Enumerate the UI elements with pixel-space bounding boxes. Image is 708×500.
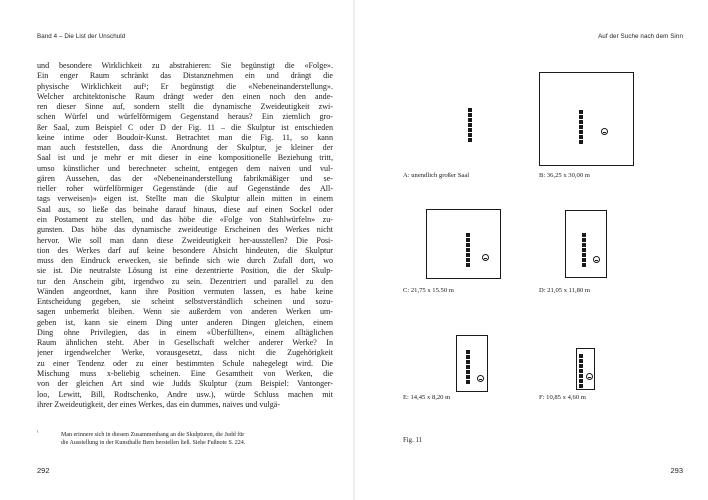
- sculpture-cube: [466, 253, 470, 257]
- room-outline: [565, 210, 607, 278]
- figure-caption-f: F: 10,85 x 4,60 m: [539, 394, 586, 401]
- body-line: Entscheidung gegeben, sie scheint selbstverständlich scheinen und sozu-: [37, 297, 333, 307]
- body-line: physische Wirklichkeit auf¹; Er begünstigt die «Nebeneinanderstellung».: [37, 81, 333, 91]
- sculpture-cube: [468, 138, 472, 142]
- sculpture-cube: [579, 354, 583, 358]
- page-number-right: 293: [670, 466, 683, 475]
- sculpture-cube: [466, 355, 470, 359]
- body-line: tion des Werkes darf auf keine besondere Absicht hindeuten, die Skulptur: [37, 245, 333, 255]
- sculpture-cube: [466, 380, 470, 384]
- figure-caption-b: B: 36,25 x 30,00 m: [539, 172, 590, 179]
- running-head-left: Band 4 – Die List der Unschuld: [37, 33, 126, 40]
- figure-caption-e: E: 14,45 x 8,20 m: [403, 394, 451, 401]
- sculpture-cube: [579, 369, 583, 373]
- body-text: [37, 61, 333, 410]
- sculpture-cube: [579, 140, 583, 144]
- body-line: muss den Eindruck erwecken, sie befinde sich wie durch Zufall dort, wo: [37, 256, 333, 266]
- body-line: schen Würfel und würfelförmigem Gegenstand heraus? Ein ziemlich gro-: [37, 112, 333, 122]
- body-line: und besondere Wirklichkeit zu abstrahieren: Sie begünstigt die «Folge».: [37, 61, 333, 70]
- visitor-marker: [593, 256, 600, 263]
- sculpture-stack: [468, 108, 472, 143]
- sculpture-cube: [468, 128, 472, 132]
- visitor-marker: [477, 375, 484, 382]
- sculpture-cube: [579, 130, 583, 134]
- body-line: Mischung muss x-beliebig scheinen. Eine Gesamtheit von Werken, die: [37, 368, 333, 378]
- sculpture-cube: [466, 248, 470, 252]
- sculpture-stack: [582, 233, 586, 268]
- room-outline: [456, 335, 488, 392]
- sculpture-cube: [582, 253, 586, 257]
- sculpture-cube: [582, 238, 586, 242]
- body-line: keine intime oder Boudoir-Kunst. Betrachtet man die Fig. 11, so kann: [37, 132, 333, 142]
- footnote-line: Man erinnere sich in diesem Zusammenhang an die Skulpturen, die Judd für: [61, 432, 245, 438]
- sculpture-cube: [582, 258, 586, 262]
- figure-caption-a: A: unendlich großer Saal: [403, 172, 470, 179]
- sculpture-cube: [466, 365, 470, 369]
- body-line: rieller roher würfelförmiger Gegenstände (die auf Gegenstände des All-: [37, 184, 333, 194]
- body-line: man auch feststellen, dass die Anordnung der Skulptur, je kleiner der: [37, 143, 333, 153]
- body-line: Saal ist und je mehr er mit dieser in eine kompositionelle Beziehung tritt,: [37, 153, 333, 163]
- body-line: ren dieser Sinne auf, sondern stellt die dynamische Zweideutigkeit zwi-: [37, 102, 333, 112]
- sculpture-cube: [582, 243, 586, 247]
- sculpture-cube: [468, 118, 472, 122]
- sculpture-cube: [466, 233, 470, 237]
- sculpture-cube: [579, 135, 583, 139]
- sculpture-cube: [466, 243, 470, 247]
- sculpture-cube: [579, 384, 583, 388]
- book-gutter: [353, 0, 355, 500]
- sculpture-stack: [466, 233, 470, 268]
- footnote: [37, 431, 333, 447]
- body-line: Raum ähnlichen steht. Aber in Gesellschaft welcher anderer Werke? In: [37, 338, 333, 348]
- body-line: zu einer Tendenz oder zu einer bestimmten Schule nahegelegt wird. Die: [37, 358, 333, 368]
- sculpture-cube: [468, 113, 472, 117]
- room-outline: [539, 72, 634, 166]
- body-line: hervor. Wie soll man dann diese Zweideutigkeit her-ausstellen? Die Posi-: [37, 235, 333, 245]
- sculpture-cube: [468, 123, 472, 127]
- body-line: loo, Lewitt, Bill, Rodtschenko, Andre usw.), würde Schluss machen mit: [37, 389, 333, 399]
- body-line: umso künstlicher und berechneter scheint, entgegen dem naiven und vul-: [37, 163, 333, 173]
- sculpture-cube: [466, 350, 470, 354]
- sculpture-cube: [582, 248, 586, 252]
- sculpture-cube: [579, 115, 583, 119]
- sculpture-cube: [579, 120, 583, 124]
- sculpture-cube: [468, 133, 472, 137]
- body-line: ihrer Zweideutigkeit, der eines Werkes, das ein dummes, naives und vulgä-: [37, 399, 281, 409]
- body-line: geben ist, kann sie einem Ding unter anderen Dingen gleichen, einem: [37, 317, 333, 327]
- sculpture-cube: [579, 359, 583, 363]
- body-line: Wänden angeordnet, kann ihre Position vermuten lassen, es habe keine: [37, 286, 333, 296]
- sculpture-cube: [466, 258, 470, 262]
- running-head-right: Auf der Suche nach dem Sinn: [598, 33, 683, 40]
- sculpture-cube: [466, 370, 470, 374]
- body-line: Ein enger Raum schränkt das Distanznehmen ein und drängt die: [37, 71, 333, 81]
- visitor-marker: [601, 128, 608, 135]
- sculpture-cube: [466, 360, 470, 364]
- sculpture-cube: [582, 233, 586, 237]
- body-line: Ding ohne Privilegien, das in einem «Überfüllten», einem alltäglichen: [37, 327, 333, 337]
- body-line: Saal aus, so ließe das beinahe darauf hinaus, diese auf einen Sockel oder: [37, 204, 333, 214]
- sculpture-cube: [468, 108, 472, 112]
- sculpture-cube: [466, 238, 470, 242]
- body-line: von der gleichen Art sind wie Judds Skulptur (zum Beispiel: Vantonger-: [37, 379, 333, 389]
- body-line: sagen unbemerkt bleiben. Wenn sie außerdem von anderen Werken um-: [37, 307, 333, 317]
- body-line: tags verweisen)» eigen ist. Stellte man die Skulptur allein mitten in einem: [37, 194, 333, 204]
- body-line: jener irgendwelcher Werke, vorausgesetzt, dass nicht die Zugehörigkeit: [37, 348, 333, 358]
- figure-caption-d: D: 21,05 x 11,80 m: [539, 287, 591, 294]
- body-line: gunsten. Das höbe das dynamische zweideutige Erscheinen des Werkes nicht: [37, 225, 333, 235]
- sculpture-cube: [579, 125, 583, 129]
- sculpture-cube: [466, 375, 470, 379]
- body-line: tur den Anschein gibt, irgendwo zu sein. Dezentriert und parallel zu den: [37, 276, 333, 286]
- sculpture-cube: [579, 374, 583, 378]
- sculpture-cube: [579, 364, 583, 368]
- sculpture-cube: [579, 379, 583, 383]
- body-line: sie ist. Die neutralste Lösung ist eine dezentrierte Position, die der Skulp-: [37, 266, 333, 276]
- visitor-marker: [482, 254, 489, 261]
- body-line: ein Postament zu stellen, und das höbe die «Folge von Stahlwürfeln» zu-: [37, 214, 333, 224]
- sculpture-cube: [582, 263, 586, 267]
- footnote-line: die Ausstellung in der Kunsthalle Bern herstellen ließ. Siehe Fußnote S. 224.: [61, 440, 246, 446]
- sculpture-stack: [579, 354, 583, 389]
- page-number-left: 292: [37, 466, 50, 475]
- sculpture-stack: [579, 110, 583, 145]
- sculpture-cube: [579, 110, 583, 114]
- footnote-number: ¹: [37, 431, 39, 436]
- visitor-marker: [586, 373, 593, 380]
- body-line: gären Aussehen, das der «Nebeneinanderstellung fabrikmäßiger und se-: [37, 173, 333, 183]
- sculpture-stack: [466, 350, 470, 385]
- sculpture-cube: [466, 263, 470, 267]
- room-outline: [426, 209, 501, 279]
- figure-label: Fig. 11: [403, 437, 423, 444]
- body-line: ßer Saal, zum Beispiel C oder D der Fig. 11 – die Skulptur ist entschieden: [37, 122, 333, 132]
- figure-caption-c: C: 21,75 x 15.50 m: [403, 287, 454, 294]
- body-line: Welcher architektonische Raum drängt weder den einen noch den ande-: [37, 91, 333, 101]
